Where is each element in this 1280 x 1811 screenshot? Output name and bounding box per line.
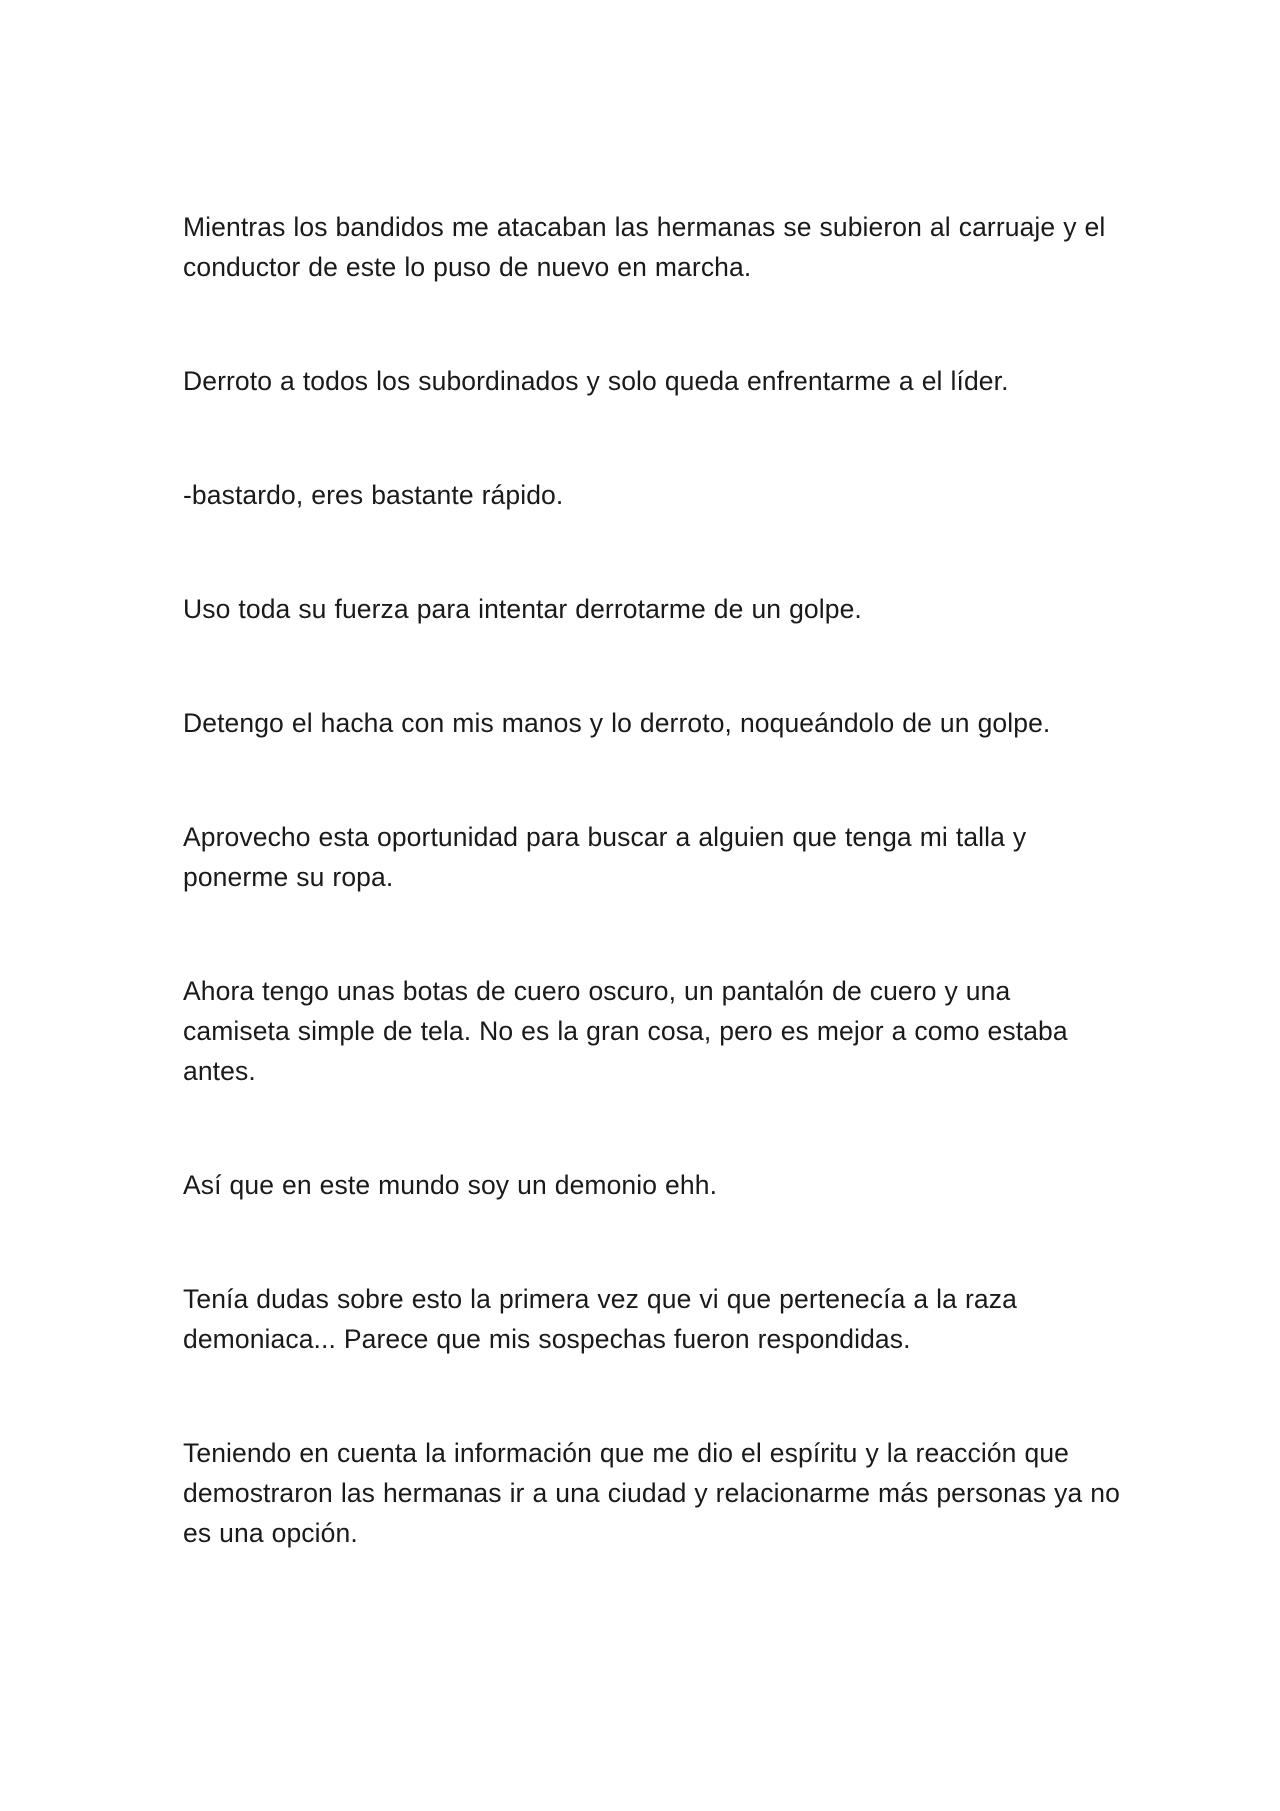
paragraph: Ahora tengo unas botas de cuero oscuro, un pantalón de cuero y una camiseta simple de tela. No es la gran cosa, pero es mejor a como estaba antes. (183, 976, 1068, 1086)
paragraph: -bastardo, eres bastante rápido. (183, 480, 564, 510)
paragraph: Aprovecho esta oportunidad para buscar a alguien que tenga mi talla y ponerme su ropa. (183, 822, 1027, 892)
paragraph: Detengo el hacha con mis manos y lo derroto, noqueándolo de un golpe. (183, 708, 1051, 738)
paragraph: Así que en este mundo soy un demonio ehh. (183, 1170, 718, 1200)
paragraph: Tenía dudas sobre esto la primera vez que vi que pertenecía a la raza demoniaca... Parece que mis sospechas fueron respondidas. (183, 1284, 1017, 1354)
paragraph: Derroto a todos los subordinados y solo queda enfrentarme a el líder. (183, 366, 1009, 396)
document-body (183, 207, 1123, 1553)
paragraph: Mientras los bandidos me atacaban las hermanas se subieron al carruaje y el conductor de este lo puso de nuevo en marcha. (183, 212, 1106, 282)
paragraph: Teniendo en cuenta la información que me dio el espíritu y la reacción que demostraron las hermanas ir a una ciudad y relacionarme más personas ya no es una opción. (183, 1438, 1120, 1548)
paragraph: Uso toda su fuerza para intentar derrotarme de un golpe. (183, 594, 862, 624)
